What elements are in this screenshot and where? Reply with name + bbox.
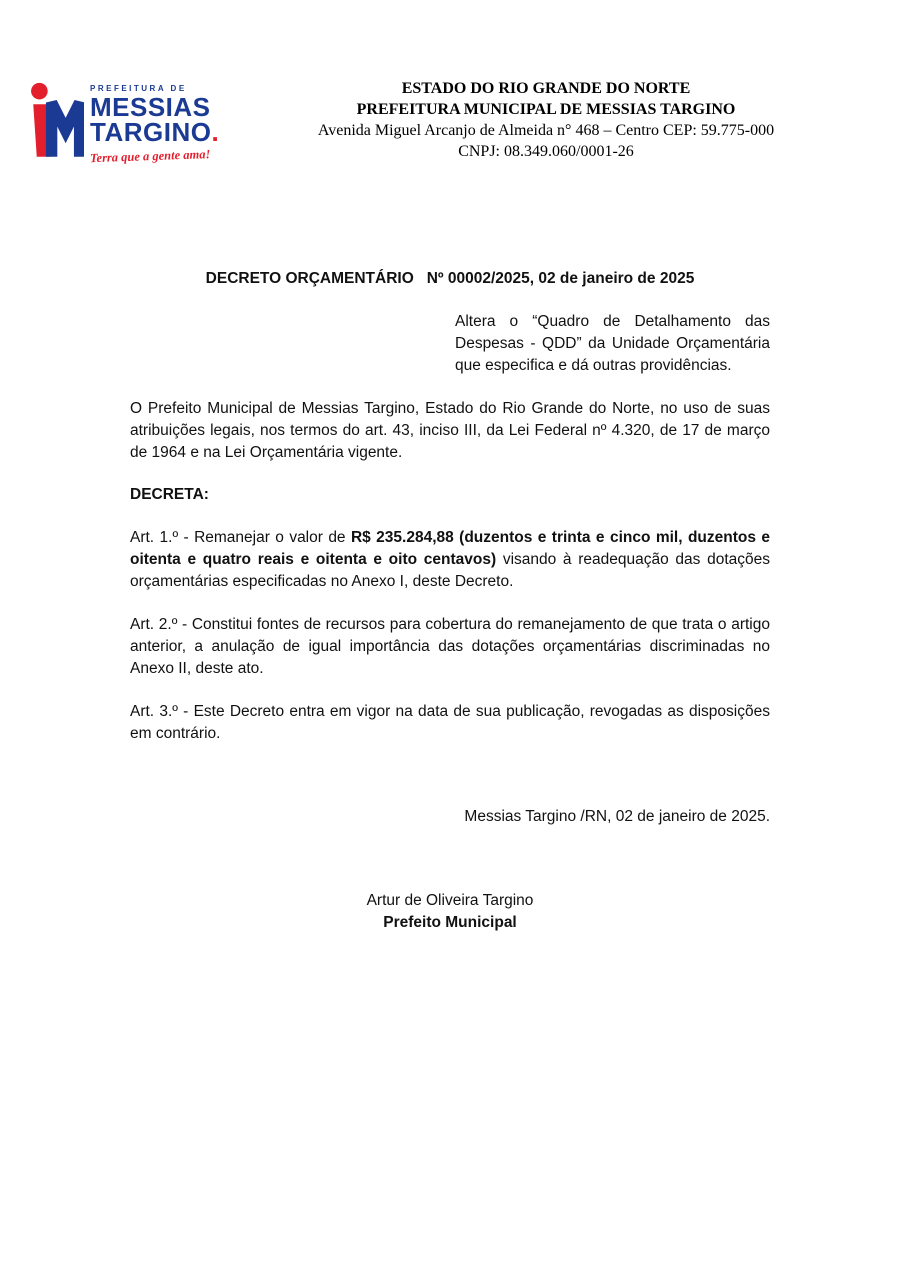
letterhead-municipality-line: PREFEITURA MUNICIPAL DE MESSIAS TARGINO bbox=[356, 101, 736, 118]
logo-name-line2 bbox=[90, 117, 220, 147]
logo-text-block bbox=[90, 76, 219, 164]
logo-dot: . bbox=[211, 117, 220, 147]
logo-name-line2-text: TARGINO bbox=[90, 117, 212, 147]
logo-small-text: PREFEITURA DE bbox=[90, 84, 187, 93]
city-hall-logo bbox=[28, 76, 240, 165]
signatory-title: Prefeito Municipal bbox=[383, 914, 517, 931]
article-1-prefix: Art. 1.º - Remanejar o valor de bbox=[130, 529, 351, 546]
letterhead-state-line: ESTADO DO RIO GRANDE DO NORTE bbox=[401, 80, 691, 97]
decree-epigraph: Altera o “Quadro de Detalhamento das Despesas - QDD” da Unidade Orçamentária que especifica e dá outras providências. bbox=[455, 313, 770, 374]
logo-name-line1: MESSIAS bbox=[90, 92, 211, 122]
article-1-amount: R$ 235.284,88 (duzentos e trinta e cinco mil, duzentos e oitenta e quatro reais e oitenta e oito centavos) bbox=[130, 529, 771, 568]
logo-emblem-icon bbox=[28, 80, 84, 165]
decree-preamble: O Prefeito Municipal de Messias Targino, Estado do Rio Grande do Norte, no uso de suas atribuições legais, nos termos do art. 43, inciso III, da Lei Federal nº 4.320, de 17 de março de 1964 e na Lei Orçamentária vigente. bbox=[130, 400, 770, 461]
signature-block bbox=[130, 890, 770, 934]
decree-article-2: Art. 2.º - Constitui fontes de recursos para cobertura do remanejamento de que trata o artigo anterior, a anulação de igual importância das dotações orçamentárias discriminadas no Anexo II, deste ato. bbox=[130, 616, 770, 677]
letterhead-text bbox=[240, 76, 852, 162]
letterhead bbox=[0, 76, 900, 165]
decree-dateline: Messias Targino /RN, 02 de janeiro de 2025. bbox=[464, 808, 770, 825]
decree-article-1 bbox=[130, 527, 770, 593]
letterhead-address-line: Avenida Miguel Arcanjo de Almeida n° 468 – Centro CEP: 59.775-000 bbox=[317, 122, 775, 139]
signatory-name: Artur de Oliveira Targino bbox=[366, 892, 534, 909]
decree-body bbox=[130, 268, 770, 934]
decree-title: DECRETO ORÇAMENTÁRIO Nº 00002/2025, 02 de janeiro de 2025 bbox=[205, 270, 695, 287]
letterhead-cnpj-line: CNPJ: 08.349.060/0001-26 bbox=[458, 143, 634, 160]
decreta-heading: DECRETA: bbox=[130, 486, 209, 503]
article-1-suffix: visando à readequação das dotações orçamentárias especificadas no Anexo I, deste Decreto. bbox=[130, 551, 770, 590]
logo-slogan: Terra que a gente ama! bbox=[89, 147, 211, 166]
decree-article-3: Art. 3.º - Este Decreto entra em vigor na data de sua publicação, revogadas as disposições em contrário. bbox=[130, 703, 770, 742]
